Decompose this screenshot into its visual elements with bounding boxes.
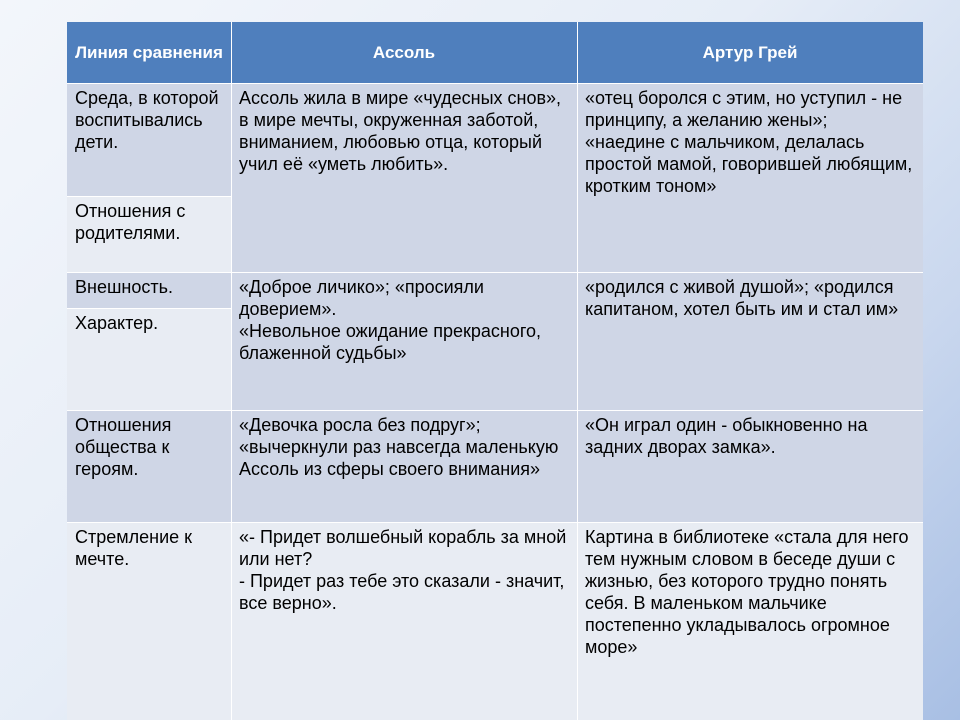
- row-label-society: Отношения общества к героям.: [67, 410, 231, 522]
- header-arthur-grey: [577, 22, 923, 83]
- comparison-table: [67, 22, 923, 720]
- header-line-label: Линия сравнения: [75, 43, 223, 62]
- row-divider: [67, 196, 231, 197]
- grey-appearance-character: «родился с живой душой»; «родился капитаном, хотел быть им и стал им»: [577, 272, 923, 410]
- row-label-appearance: Внешность.: [67, 272, 231, 308]
- grey-environment-parents: «отец боролся с этим, но уступил - не принципу, а желанию жены»; «наедине с мальчиком, делалась простой мамой, говорившей любящим, кротким тоном»: [577, 83, 923, 272]
- header-assol-label: Ассоль: [372, 43, 436, 62]
- row-label-character: Характер.: [67, 308, 231, 410]
- grey-dream: Картина в библиотеке «стала для него тем нужным словом в беседе души с жизнью, без которого трудно понять себя. В маленьком мальчике постепенно укладывалось огромное море»: [577, 522, 923, 720]
- row-divider: [67, 272, 923, 273]
- row-label-environment: Среда, в которой воспитывались дети.: [67, 83, 231, 196]
- header-assol: [231, 22, 577, 83]
- grey-society: «Он играл один - обыкновенно на задних дворах замка».: [577, 410, 923, 522]
- row-divider: [67, 410, 923, 411]
- assol-society: «Девочка росла без подруг»; «вычеркнули раз навсегда маленькую Ассоль из сферы своего внимания»: [231, 410, 577, 522]
- column-divider: [231, 22, 232, 720]
- header-grey-label: Артур Грей: [702, 43, 798, 62]
- header-line-of-comparison: [67, 22, 231, 83]
- assol-appearance-character: «Доброе личико»; «просияли доверием». «Невольное ожидание прекрасного, блаженной судьбы»: [231, 272, 577, 410]
- row-divider: [67, 522, 923, 523]
- row-divider: [67, 308, 231, 309]
- assol-dream: «- Придет волшебный корабль за мной или нет? - Придет раз тебе это сказали - значит, все верно».: [231, 522, 577, 720]
- column-divider: [577, 22, 578, 720]
- row-label-dream: Стремление к мечте.: [67, 522, 231, 720]
- row-label-parents: Отношения с родителями.: [67, 196, 231, 272]
- row-divider: [67, 83, 923, 84]
- assol-environment-parents: Ассоль жила в мире «чудесных снов», в мире мечты, окруженная заботой, вниманием, любовью отца, который учил её «уметь любить».: [231, 83, 577, 272]
